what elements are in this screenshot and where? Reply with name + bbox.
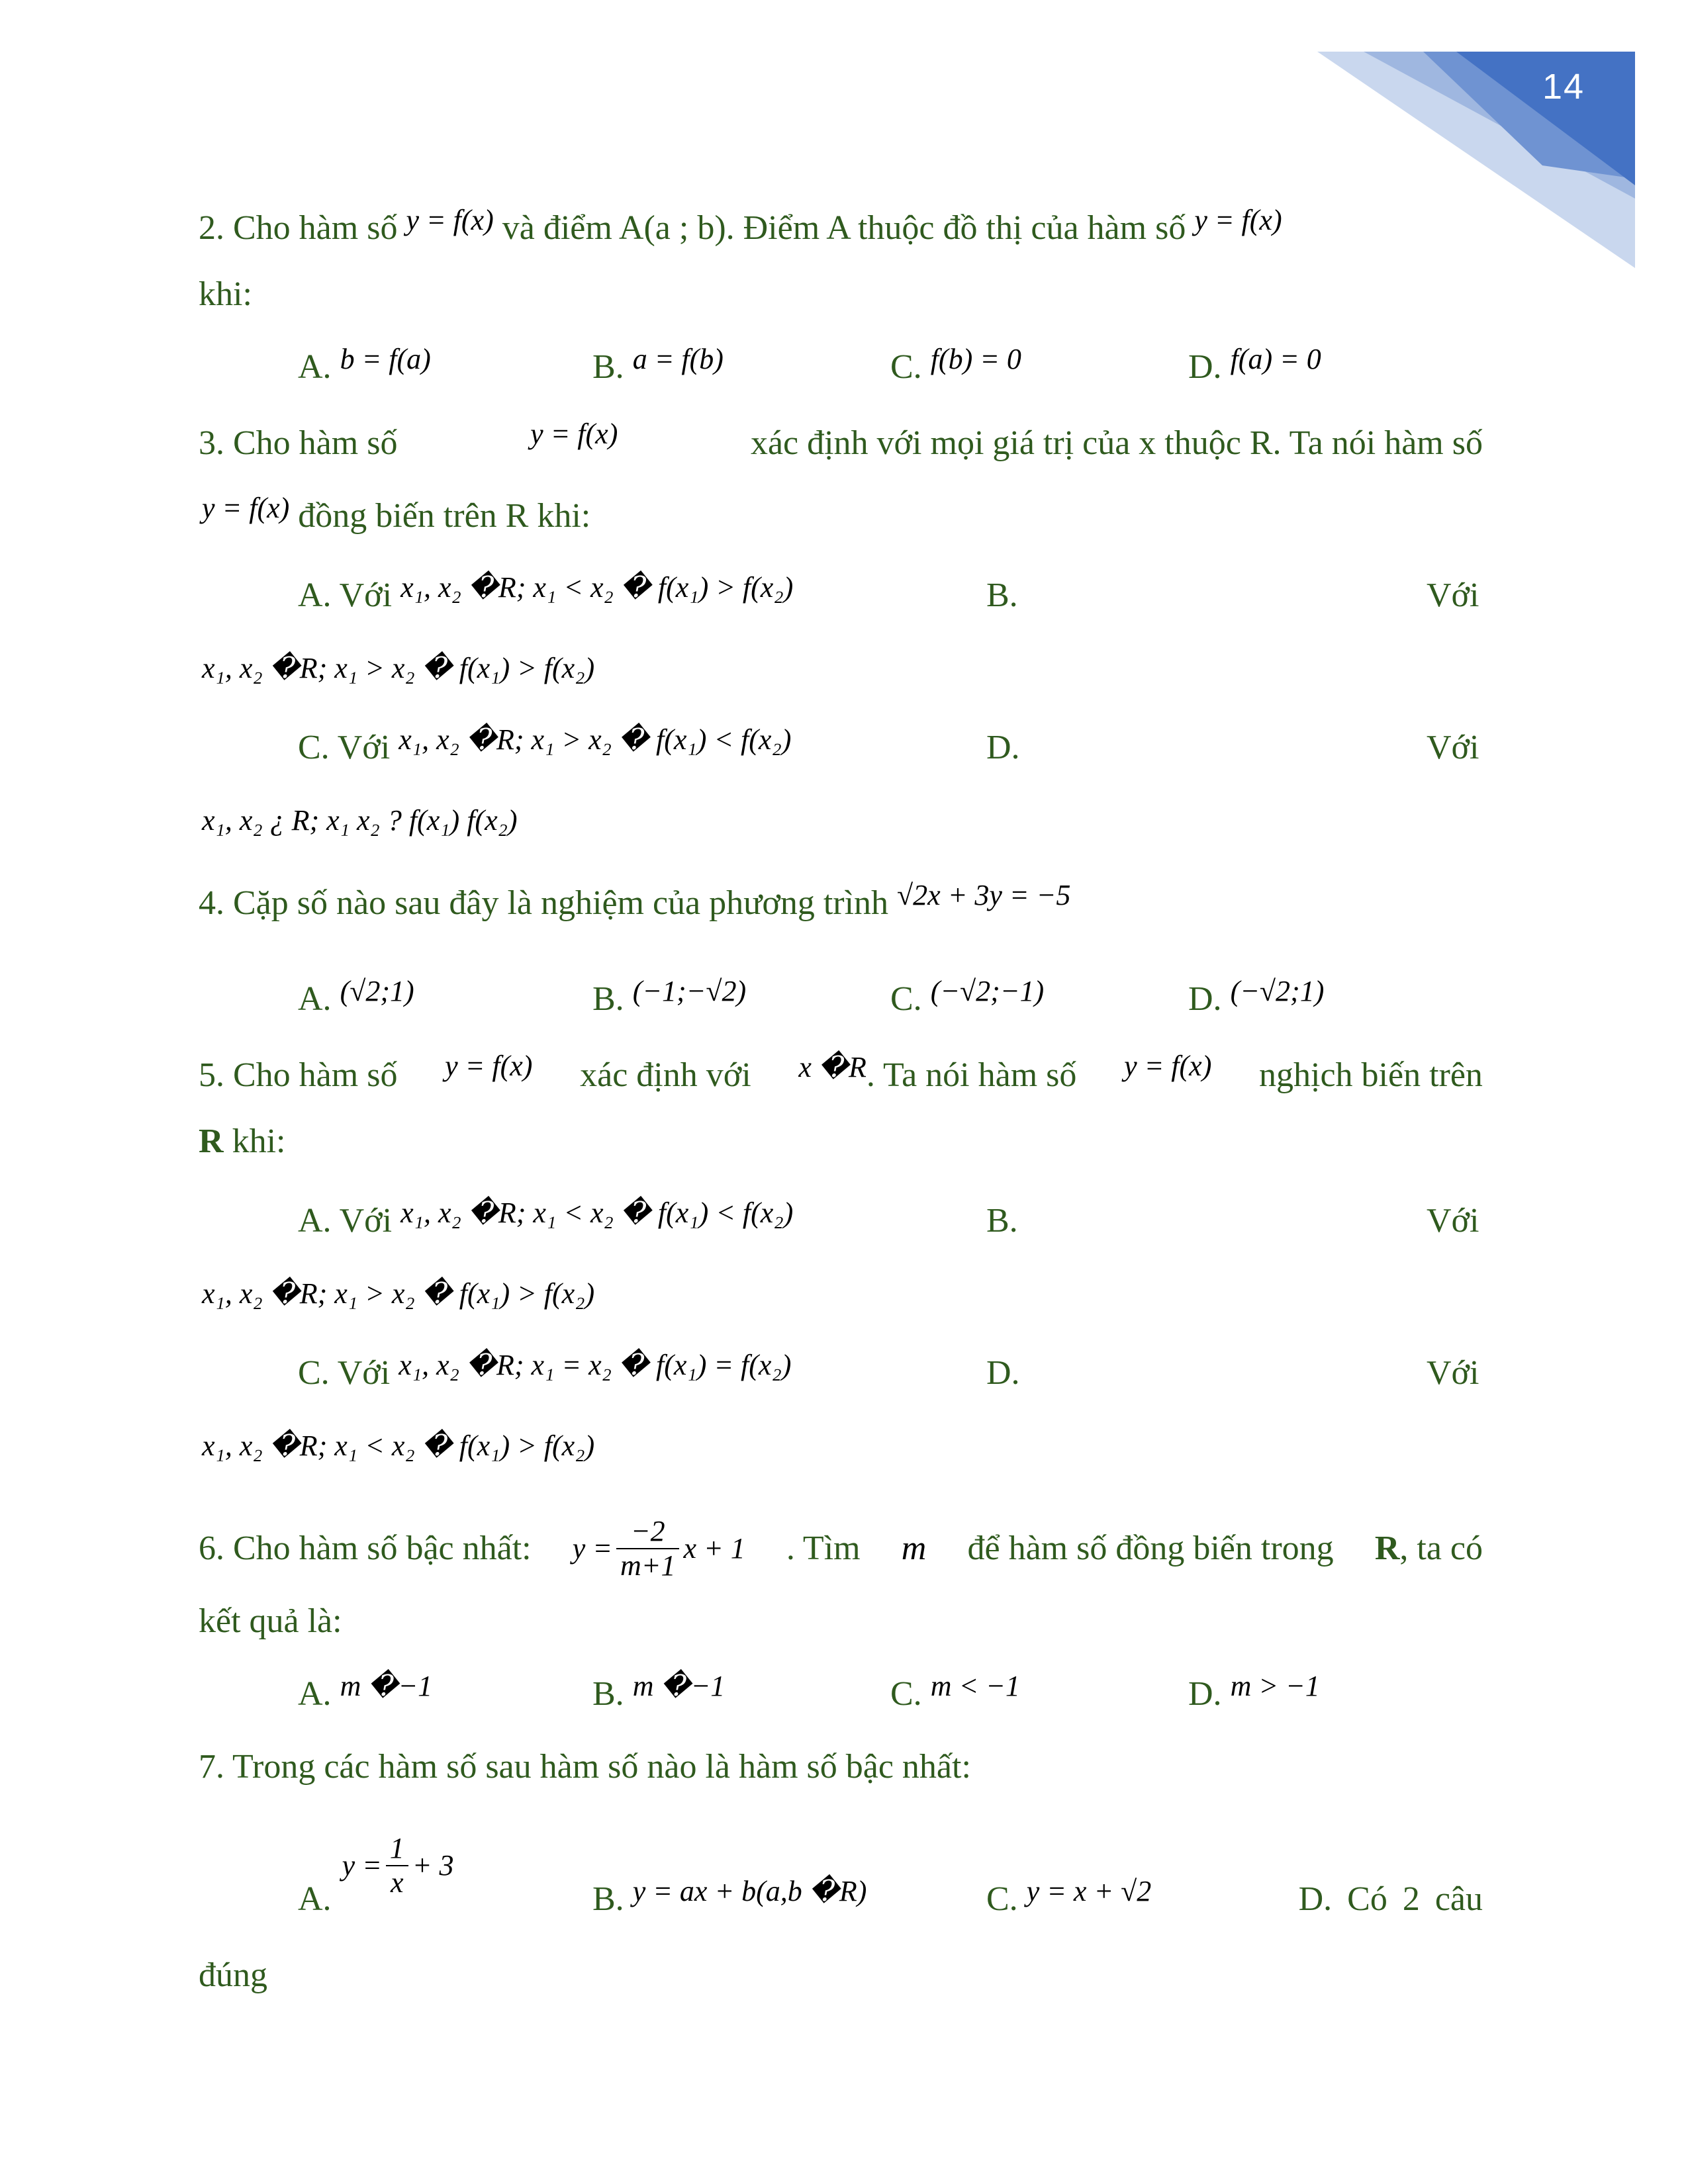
q6-text: , ta có	[1399, 1529, 1483, 1567]
q6-line1	[199, 1512, 1483, 1585]
option-label: C.	[890, 1675, 922, 1713]
q6-formula	[573, 1515, 745, 1582]
q5-text: nghịch biến trên	[1259, 1056, 1483, 1094]
q6-bold-r: R	[1374, 1529, 1400, 1567]
option-math: x₁, x₂ �R; x₁ < x₂ � f(x₁) > f(x₂)	[400, 571, 794, 604]
option-math: a = f(b)	[632, 343, 724, 375]
option-label: C. Với	[298, 1354, 391, 1392]
q7-fraction	[386, 1832, 408, 1899]
q6-option-d	[1188, 1670, 1320, 1715]
option-math: m > −1	[1230, 1670, 1320, 1702]
q3-line1	[199, 418, 1483, 463]
q5-math: y = f(x)	[445, 1050, 533, 1082]
q3-option-a	[298, 571, 794, 617]
option-math: y = ax + b(a,b �R)	[632, 1875, 867, 1907]
q6-line2: kết quả là:	[199, 1602, 342, 1640]
option-math: m �−1	[632, 1670, 726, 1702]
q6-text: để hàm số đồng biến trong	[967, 1529, 1334, 1567]
option-label: B.	[592, 980, 624, 1018]
option-label: B.	[592, 348, 624, 386]
q2-text: 2. Cho hàm số	[199, 209, 398, 247]
option-label: B.	[592, 1880, 624, 1918]
option-label: C.	[986, 1880, 1018, 1918]
option-label: A. Với	[298, 1202, 393, 1240]
q3-option-b-math: x₁, x₂ �R; x₁ > x₂ � f(x₁) > f(x₂)	[202, 652, 595, 684]
option-label: A. Với	[298, 576, 393, 614]
q5-option-b-math: x₁, x₂ �R; x₁ > x₂ � f(x₁) > f(x₂)	[202, 1277, 595, 1310]
q5-math: y = f(x)	[1124, 1050, 1212, 1082]
q3-option-d-label: D.	[986, 729, 1020, 766]
option-math: m < −1	[930, 1670, 1020, 1702]
q6-math: y =	[572, 1532, 612, 1565]
q5-option-b-label: B.	[986, 1202, 1018, 1240]
q3-option-d-math: x₁, x₂ ¿ R; x₁ x₂ ? f(x₁) f(x₂)	[202, 804, 518, 837]
option-label: A.	[298, 1880, 332, 1918]
q7-math: y =	[342, 1849, 382, 1882]
q7-option-a-formula	[342, 1832, 454, 1899]
q7-option-b	[592, 1875, 867, 1921]
option-math: x₁, x₂ �R; x₁ > x₂ � f(x₁) < f(x₂)	[399, 723, 792, 756]
option-math: (−1;−√2)	[632, 975, 747, 1007]
option-label: A.	[298, 980, 332, 1018]
fraction-numerator: 1	[386, 1832, 408, 1866]
q5-option-a	[298, 1197, 794, 1242]
q7-line1: 7. Trong các hàm số sau hàm số nào là hàm số bậc nhất:	[199, 1748, 971, 1786]
q3-option-d-voi: Với	[1427, 729, 1479, 766]
q2-text: và điểm A(a ; b). Điểm A thuộc đồ thị của hàm số	[502, 209, 1186, 247]
q2-math: y = f(x)	[406, 204, 494, 236]
q2-math: y = f(x)	[1194, 204, 1282, 236]
option-math: f(a) = 0	[1230, 343, 1321, 375]
q3-option-c	[298, 723, 792, 769]
q3-text: đồng biến trên R khi:	[298, 497, 591, 535]
option-math: (√2;1)	[340, 975, 414, 1007]
q4-math: √2x + 3y = −5	[897, 879, 1071, 911]
q7-option-c	[986, 1875, 1152, 1921]
q7-option-d: D. Có 2 câu	[1298, 1880, 1483, 1918]
option-math: f(b) = 0	[930, 343, 1021, 375]
q5-text: xác định với	[580, 1056, 751, 1094]
option-math: x₁, x₂ �R; x₁ = x₂ � f(x₁) = f(x₂)	[399, 1349, 792, 1381]
option-label: B.	[592, 1675, 624, 1713]
q6-math: x + 1	[683, 1532, 745, 1565]
q4-line1	[199, 879, 1071, 925]
fraction-denominator: x	[391, 1866, 404, 1899]
q5-math: x �R	[798, 1051, 867, 1083]
q4-option-d	[1188, 975, 1325, 1021]
q3-option-b-voi: Với	[1427, 576, 1479, 614]
q6-fraction	[616, 1515, 679, 1582]
q5-line2	[199, 1122, 285, 1161]
q5-text: 5. Cho hàm số	[199, 1056, 398, 1094]
q3-text: xác định với mọi giá trị của x thuộc R. Ta nói hàm số	[750, 424, 1483, 462]
q5-option-c	[298, 1349, 792, 1394]
q5-option-d-voi: Với	[1427, 1354, 1479, 1392]
q5-option-b-voi: Với	[1427, 1202, 1479, 1240]
q2-option-d	[1188, 343, 1321, 388]
option-label: D.	[1188, 1675, 1222, 1713]
page-number: 14	[1542, 67, 1585, 107]
option-label: A.	[298, 1675, 332, 1713]
q4-option-b	[592, 975, 747, 1021]
option-math: y = x + √2	[1026, 1875, 1152, 1907]
q2-option-b	[592, 343, 724, 388]
option-label: D.	[1188, 348, 1222, 386]
q4-option-a	[298, 975, 414, 1021]
q6-math-m: m	[901, 1529, 927, 1567]
q3-text: 3. Cho hàm số	[199, 424, 398, 462]
q6-option-a	[298, 1670, 433, 1715]
option-label: D.	[1188, 980, 1222, 1018]
option-label: A.	[298, 348, 332, 386]
option-math: (−√2;1)	[1230, 975, 1325, 1007]
q2-option-a	[298, 343, 431, 388]
option-label: C.	[890, 980, 922, 1018]
option-label: C. Với	[298, 729, 391, 766]
option-math: x₁, x₂ �R; x₁ < x₂ � f(x₁) < f(x₂)	[400, 1197, 794, 1229]
q5-text: . Ta nói hàm số	[866, 1056, 1077, 1094]
q4-option-c	[890, 975, 1045, 1021]
q3-math: y = f(x)	[530, 418, 618, 450]
fraction-numerator: −2	[616, 1515, 679, 1549]
option-math: b = f(a)	[340, 343, 431, 375]
q2-option-c	[890, 343, 1021, 388]
q6-option-b	[592, 1670, 726, 1715]
q5-line1	[199, 1050, 1483, 1097]
q2-line1	[199, 204, 1489, 250]
q3-option-b-label: B.	[986, 576, 1018, 614]
q7-option-a	[298, 1833, 454, 1919]
q7-line-last: đúng	[199, 1956, 267, 1994]
q4-text: 4. Cặp số nào sau đây là nghiệm của phương trình	[199, 884, 889, 922]
q6-text: 6. Cho hàm số bậc nhất:	[199, 1529, 532, 1567]
q3-math: y = f(x)	[202, 492, 290, 524]
option-math: m �−1	[340, 1670, 433, 1702]
q5-bold-r: R	[199, 1122, 224, 1160]
q6-option-c	[890, 1670, 1020, 1715]
fraction-denominator: m+1	[620, 1549, 676, 1582]
q5-option-d-label: D.	[986, 1354, 1020, 1392]
q2-line2: khi:	[199, 275, 252, 313]
q7-math: + 3	[412, 1849, 454, 1882]
q5-option-d-math: x₁, x₂ �R; x₁ < x₂ � f(x₁) > f(x₂)	[202, 1430, 595, 1462]
option-label: C.	[890, 348, 922, 386]
q5-text: khi:	[232, 1122, 286, 1160]
option-math: (−√2;−1)	[930, 975, 1045, 1007]
q3-line2	[202, 492, 591, 537]
q6-text: . Tìm	[786, 1529, 861, 1567]
